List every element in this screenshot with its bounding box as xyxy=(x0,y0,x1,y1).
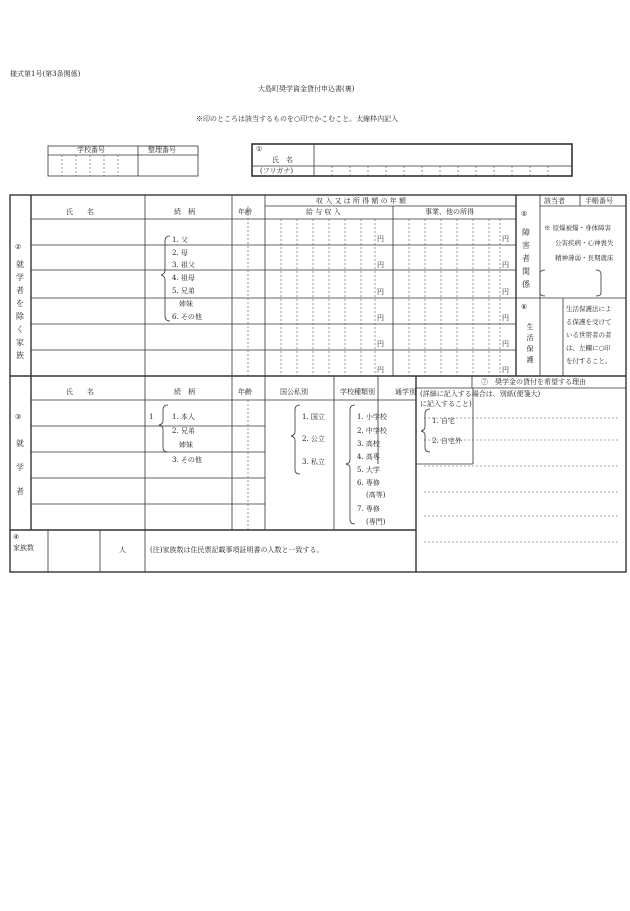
student-relation-option: 2. 兄弟 xyxy=(172,427,195,435)
relation-option: 2. 母 xyxy=(172,249,188,257)
form-title: 大島町奨学資金貸付申込書(裏) xyxy=(258,85,355,93)
circle-5: ⑤ xyxy=(521,210,528,218)
disability-label: 障 害 者 関 係 xyxy=(522,228,530,289)
form-number: 様式第1号(第3条関係) xyxy=(10,70,81,78)
relation-option: 姉妹 xyxy=(172,300,193,308)
circle-1: ① xyxy=(256,145,263,153)
welfare-label: 生 活 保 護 xyxy=(526,323,534,364)
yen-unit: 円 xyxy=(377,235,384,243)
relation-option: 6. その他 xyxy=(172,313,202,321)
welfare-text-5: を付すること。 xyxy=(566,357,612,365)
yen-unit: 円 xyxy=(377,340,384,348)
income-header: 収 入 又 は 所 得 額 の 年 額 xyxy=(316,197,407,205)
school-type-option: (高等) xyxy=(366,491,386,499)
business-header: 事業、他の所得 xyxy=(425,208,474,216)
welfare-text-3: いる世帯者の者 xyxy=(566,331,612,339)
commute-option: 2. 自宅外 xyxy=(432,437,462,445)
family-name-header: 氏 名 xyxy=(66,208,94,216)
student-relation-option: 1. 本人 xyxy=(172,413,195,421)
welfare-text-1: 生活保護法によ xyxy=(566,305,612,313)
relation-option: 3. 祖父 xyxy=(172,261,195,269)
salary-header: 給 与 収 入 xyxy=(306,208,341,216)
family-relation-header: 続 柄 xyxy=(174,208,195,216)
relation-option: 4. 祖母 xyxy=(172,274,195,282)
yen-unit: 円 xyxy=(377,288,384,296)
family-age-header: 年齢 xyxy=(238,208,252,216)
yen-unit: 円 xyxy=(377,261,384,269)
relation-option: 1. 父 xyxy=(172,236,188,244)
public-private-option: 3. 私立 xyxy=(302,458,325,466)
welfare-text-4: は、左欄に○印 xyxy=(566,344,611,352)
public-private-option: 2. 公立 xyxy=(302,435,325,443)
student-relation-option: 3. その他 xyxy=(172,456,202,464)
reason-note-1: (詳細に記入する場合は、別紙(便箋大) xyxy=(420,390,541,398)
school-type-option: 2. 中学校 xyxy=(357,427,387,435)
person-unit: 人 xyxy=(119,546,126,554)
circle-6: ⑥ xyxy=(521,303,528,311)
school-type-option: 5. 大学 xyxy=(357,466,380,474)
instruction-text: ※印のところは該当するものを○印でかこむこと。太線枠内記入 xyxy=(196,115,399,123)
family-count-note: (注)家族数は住民票記載事項証明書の人数と一致する。 xyxy=(150,546,324,554)
commute-header: 通学別 xyxy=(395,388,416,396)
student-name-header: 氏 名 xyxy=(66,388,94,396)
name-label: 氏 名 xyxy=(272,156,293,164)
reason-title: ⑦ 奨学金の貸付を希望する理由 xyxy=(481,378,586,386)
relation-prefix: 1 xyxy=(149,413,154,421)
yen-unit: 円 xyxy=(502,314,509,322)
handbook-header: 手帳番号 xyxy=(585,197,613,205)
section2-label: 就 学 者 を 除 く 家 族 xyxy=(16,260,24,360)
school-type-option: 6. 専修 xyxy=(357,479,380,487)
yen-unit: 円 xyxy=(502,340,509,348)
school-number-label: 学校番号 xyxy=(77,146,105,154)
reason-note-2: に記入すること) xyxy=(420,400,472,408)
student-relation-option: 姉妹 xyxy=(172,441,193,449)
student-relation-header: 続 柄 xyxy=(174,388,195,396)
disability-line-2: 公害疾病・心神喪失 xyxy=(555,239,614,247)
welfare-text-2: る保護を受けて xyxy=(566,318,612,326)
school-type-option: 4. 高専 xyxy=(357,453,380,461)
disability-line-1: ※ 原爆被爆・身体障害 xyxy=(544,224,612,232)
applicable-header: 該当者 xyxy=(544,197,565,205)
school-type-header: 学校種類別 xyxy=(340,388,375,396)
yen-unit: 円 xyxy=(502,366,509,374)
yen-unit: 円 xyxy=(377,314,384,322)
public-private-option: 1. 国立 xyxy=(302,413,325,421)
school-type-option: 3. 高校 xyxy=(357,440,380,448)
school-type-option: 1. 小学校 xyxy=(357,413,387,421)
reference-number-label: 整理番号 xyxy=(148,146,176,154)
yen-unit: 円 xyxy=(502,235,509,243)
student-age-header: 年齢 xyxy=(238,388,252,396)
student-label: 就 学 者 xyxy=(16,439,24,496)
school-type-option: 7. 専修 xyxy=(357,505,380,513)
circle-4: ④ xyxy=(13,533,20,541)
yen-unit: 円 xyxy=(502,261,509,269)
furigana-label: (フリガナ) xyxy=(260,167,294,175)
disability-line-3: 精神薄弱・長期就床 xyxy=(555,254,614,262)
circle-2: ② xyxy=(15,243,22,251)
yen-unit: 円 xyxy=(377,366,384,374)
public-private-header: 国公私別 xyxy=(280,388,308,396)
commute-option: 1. 自宅 xyxy=(432,417,455,425)
school-type-option: (専門) xyxy=(366,518,386,526)
circle-3: ③ xyxy=(15,413,22,421)
yen-unit: 円 xyxy=(502,288,509,296)
family-count-label: 家族数 xyxy=(13,544,34,552)
relation-option: 5. 兄弟 xyxy=(172,287,195,295)
